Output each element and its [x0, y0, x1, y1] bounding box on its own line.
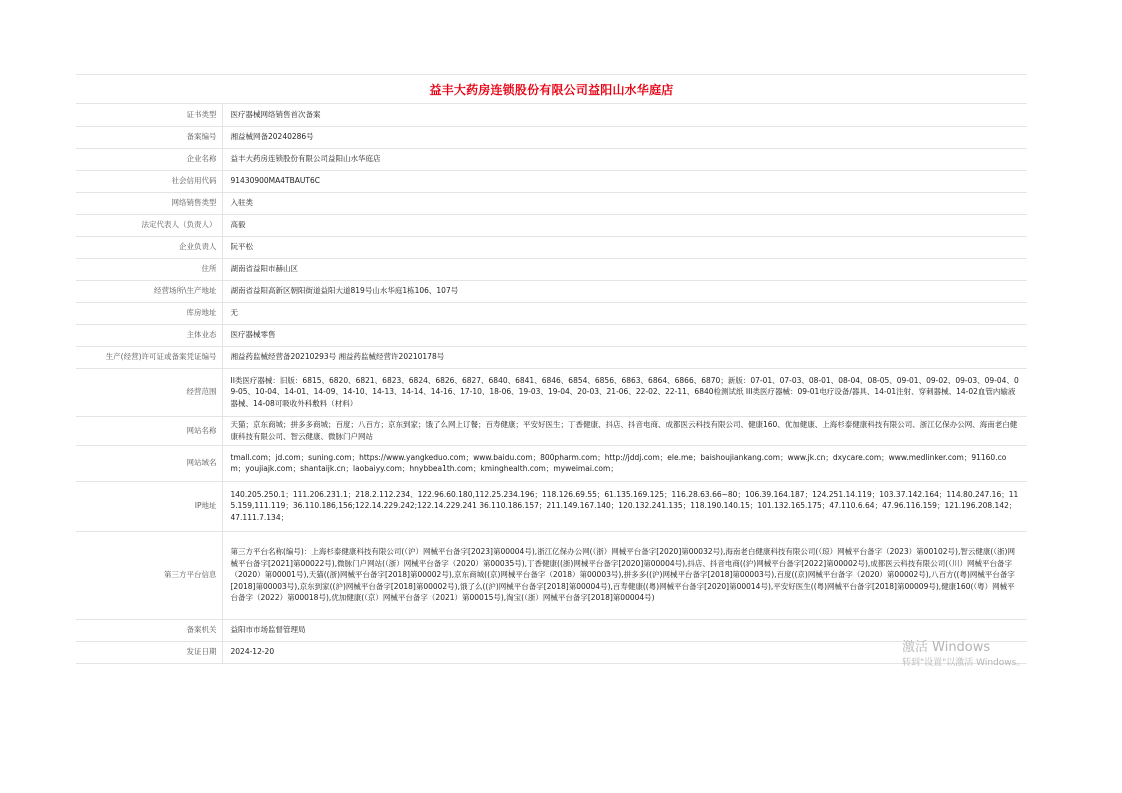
page-title: 益丰大药房连锁股份有限公司益阳山水华庭店	[429, 82, 674, 97]
row-credit-code	[76, 170, 1027, 192]
label-business-scope: 经营范围	[76, 368, 222, 416]
watermark-title: 激活 Windows	[902, 640, 991, 655]
label-filing-number: 备案编号	[76, 126, 222, 148]
value-filing-number: 湘益械网备20240286号	[222, 126, 1027, 148]
value-sales-type: 入驻类	[222, 192, 1027, 214]
row-manager	[76, 236, 1027, 258]
record-sheet	[76, 74, 1027, 664]
label-warehouse: 库房地址	[76, 302, 222, 324]
value-ip-address: 140.205.250.1；111.206.231.1；218.2.112.234、122.96.60.180,112.25.234.196；118.126.69.55；61.135.169.125；116.28.63.66~80；106.39.164.187；124.251.14.119；103.37.142.164；114.80.247.16；115.159,111.119；36.110.186,156;122.14.229.242;122.14.229.241 36.110.186.157；211.149.167.140；120.132.241.135；118.190.140.15；101.132.165.175；47.110.6.64；47.96.116.159；121.196.208.142；47.111.7.134；	[222, 481, 1027, 531]
value-manager: 阮平松	[222, 236, 1027, 258]
label-cert-type: 证书类型	[76, 104, 222, 126]
value-business-scope: II类医疗器械：旧版：6815、6820、6821、6823、6824、6826、6827、6840、6841、6846、6854、6856、6863、6864、6866、6870；新版：07-01、07-03、08-01、08-04、08-05、09-01、09-02、09-03、09-04、09-05、10-04、14-01、14-09、14-10、14-13、14-14、14-16、17-10、18-06、19-03、19-04、20-03、21-06、22-02、22-11、6840检测试纸 III类医疗器械：09-01电疗设备/器具、14-01注射、穿刺器械、14-02血管内输液器械、14-08可吸收外科敷料（材料）	[222, 368, 1027, 416]
watermark-subtitle: 转到"设置"以激活 Windows。	[902, 658, 1026, 668]
value-business-form: 医疗器械零售	[222, 324, 1027, 346]
label-domicile: 住所	[76, 258, 222, 280]
value-domicile: 湖南省益阳市赫山区	[222, 258, 1027, 280]
value-warehouse: 无	[222, 302, 1027, 324]
value-company-name: 益丰大药房连锁股份有限公司益阳山水华庭店	[222, 148, 1027, 170]
label-ip-address: IP地址	[76, 481, 222, 531]
row-cert-type	[76, 104, 1027, 126]
row-business-form	[76, 324, 1027, 346]
row-business-scope	[76, 368, 1027, 416]
row-license-number	[76, 346, 1027, 368]
row-website-name	[76, 416, 1027, 445]
label-license-number: 生产(经营)许可证或备案凭证编号	[76, 346, 222, 368]
row-issue-date	[76, 641, 1027, 663]
value-credit-code: 91430900MA4TBAUT6C	[222, 170, 1027, 192]
row-sales-type	[76, 192, 1027, 214]
label-filing-authority: 备案机关	[76, 619, 222, 641]
row-filing-authority	[76, 619, 1027, 641]
label-manager: 企业负责人	[76, 236, 222, 258]
label-legal-rep: 法定代表人（负责人）	[76, 214, 222, 236]
label-credit-code: 社会信用代码	[76, 170, 222, 192]
value-license-number: 湘益药监械经营备20210293号 湘益药监械经营许20210178号	[222, 346, 1027, 368]
value-third-party-platform: 第三方平台名称(编号)：上海杉泰健康科技有限公司(（沪）网械平台备字[2023]第00004号),浙江亿保办公网(（浙）网械平台备字[2020]第00032号),海南老白健康科技有限公司(（琼）网械平台备字（2023）第00102号),智云健康(（浙)网械平台备字[2021]第00022号),微脉门户网站(（浙）网械平台备字（2020）第00035号),丁香健康((浙)网械平台备字[2020]第00004号),抖店、抖音电商((沪)网械平台备字[2022]第00002号),成都医云科技有限公司(（川）网械平台备字（2020）第00001号),天猫((浙)网械平台备字[2018]第00002号),京东商城((京)网械平台备字（2018）第00003号),拼多多((沪)网械平台备字[2018]第00003号),百度((京)网械平台备字（2020）第00002号),八百方((粤)网械平台备字[2018]第00003号),京东到家((沪)网械平台备字[2018]第00002号),饿了么((沪)网械平台备字[2018]第00004号),百寿健康((粤)网械平台备字[2020]第00014号),平安好医生((粤)网械平台备字[2018]第00009号),健康160(（粤）网械平台备字（2022）第00018号),优加健康(（京）网械平台备字（2021）第00015号),淘宝(（浙）网械平台备字[2018]第00004号)	[222, 531, 1027, 619]
row-warehouse	[76, 302, 1027, 324]
value-website-domain: tmall.com；jd.com；suning.com；https://www.yangkeduo.com；www.baidu.com；800pharm.com；http://jddj.com；ele.me；baishoujiankang.com；www.jk.cn；dxycare.com；www.medlinker.com；91160.com；youjiajk.com；shantaijk.cn；laobaiyy.com；hnybbea1th.com；kminghealth.com；myweimai.com；	[222, 445, 1027, 481]
windows-activation-watermark	[902, 639, 1027, 669]
row-business-address	[76, 280, 1027, 302]
title-row	[76, 74, 1027, 104]
value-cert-type: 医疗器械网络销售首次备案	[222, 104, 1027, 126]
value-website-name: 天猫；京东商城；拼多多商城；百度；八百方；京东到家；饿了么网上订餐；百寿健康；平安好医生；丁香健康、抖店、抖音电商、成都医云科技有限公司、健康160、优加健康、上海杉泰健康科技有限公司、浙江亿保办公网、海南老白健康科技有限公司、智云健康、微脉门户网站	[222, 416, 1027, 445]
label-third-party-platform: 第三方平台信息	[76, 531, 222, 619]
row-third-party-platform	[76, 531, 1027, 619]
row-company-name	[76, 148, 1027, 170]
label-business-form: 主体业态	[76, 324, 222, 346]
label-website-name: 网站名称	[76, 416, 222, 445]
label-company-name: 企业名称	[76, 148, 222, 170]
row-domicile	[76, 258, 1027, 280]
row-filing-number	[76, 126, 1027, 148]
info-table	[76, 104, 1027, 664]
label-website-domain: 网站域名	[76, 445, 222, 481]
label-sales-type: 网络销售类型	[76, 192, 222, 214]
label-business-address: 经营场所\生产地址	[76, 280, 222, 302]
value-filing-authority: 益阳市市场监督管理局	[222, 619, 1027, 641]
value-legal-rep: 高毅	[222, 214, 1027, 236]
row-legal-rep	[76, 214, 1027, 236]
label-issue-date: 发证日期	[76, 641, 222, 663]
value-issue-date: 2024-12-20	[222, 641, 1027, 663]
row-website-domain	[76, 445, 1027, 481]
row-ip-address	[76, 481, 1027, 531]
value-business-address: 湖南省益阳高新区朝阳街道益阳大道819号山水华庭1栋106、107号	[222, 280, 1027, 302]
